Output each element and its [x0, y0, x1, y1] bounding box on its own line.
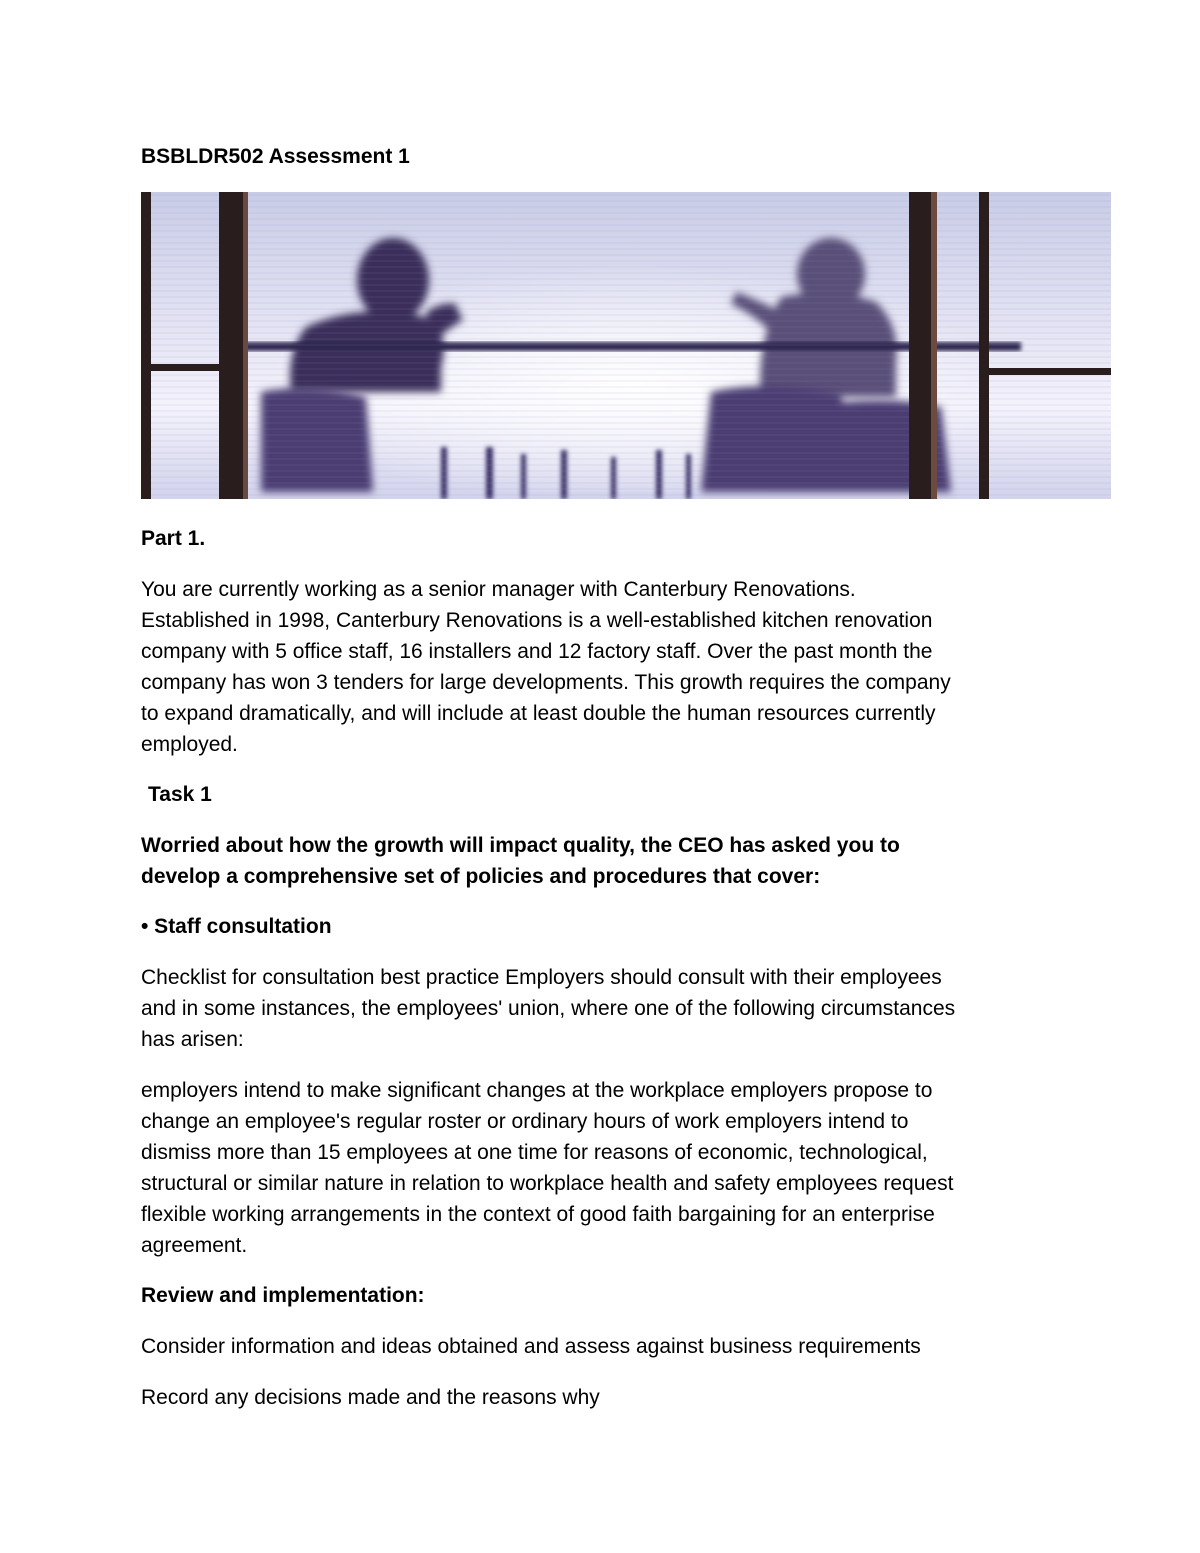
intro-line: You are currently working as a senior manager with Canterbury Renovations.: [141, 578, 856, 601]
circumstance-line: flexible working arrangements in the context of good faith bargaining for an enterprise: [141, 1203, 935, 1226]
circumstance-line: change an employee's regular roster or ordinary hours of work employers intend to: [141, 1110, 909, 1133]
intro-line: company with 5 office staff, 16 installers and 12 factory staff. Over the past month the: [141, 640, 933, 663]
task-heading: Task 1: [148, 783, 212, 806]
review-step: Record any decisions made and the reasons why: [141, 1386, 600, 1409]
checklist-line: Checklist for consultation best practice Employers should consult with their employees: [141, 966, 942, 989]
bullet-heading-staff-consultation: • Staff consultation: [141, 915, 332, 938]
checklist-line: has arisen:: [141, 1028, 244, 1051]
circumstance-line: agreement.: [141, 1234, 248, 1257]
circumstance-line: structural or similar nature in relation to workplace health and safety employees request: [141, 1172, 954, 1195]
task-prompt-line: Worried about how the growth will impact quality, the CEO has asked you to: [141, 834, 900, 857]
task-prompt-line: develop a comprehensive set of policies and procedures that cover:: [141, 865, 821, 888]
part-heading: Part 1.: [141, 527, 206, 550]
review-heading: Review and implementation:: [141, 1284, 425, 1307]
circumstance-line: dismiss more than 15 employees at one time for reasons of economic, technological,: [141, 1141, 928, 1164]
review-step: Consider information and ideas obtained and assess against business requirements: [141, 1335, 921, 1358]
intro-line: employed.: [141, 733, 238, 756]
document-title: BSBLDR502 Assessment 1: [141, 145, 410, 168]
intro-line: to expand dramatically, and will include at least double the human resources currently: [141, 702, 936, 725]
circumstance-line: employers intend to make significant changes at the workplace employers propose to: [141, 1079, 933, 1102]
meeting-silhouette-photo: [141, 192, 1111, 499]
checklist-line: and in some instances, the employees' union, where one of the following circumstances: [141, 997, 956, 1020]
intro-line: Established in 1998, Canterbury Renovations is a well-established kitchen renovation: [141, 609, 933, 632]
intro-line: company has won 3 tenders for large developments. This growth requires the company: [141, 671, 951, 694]
